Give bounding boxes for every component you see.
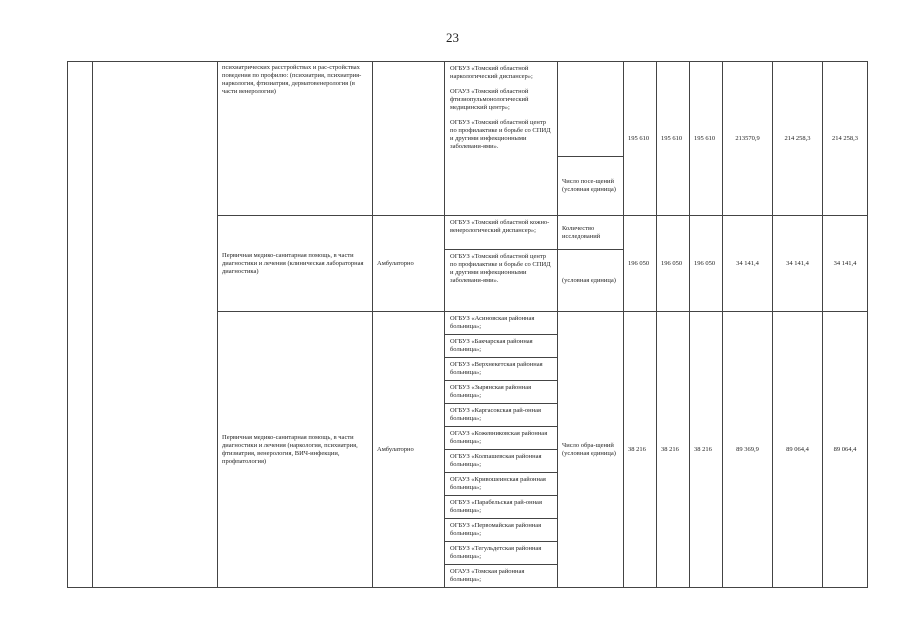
volume-year-3: 38 216 (690, 312, 723, 588)
unit-cell: Число посе-щений (условная единица) (558, 157, 624, 216)
volume-year-1: 196 050 (624, 216, 657, 312)
organization-item: ОГАУЗ «Томский областной фтизиопульмонологический медицинский центр»; (450, 88, 529, 111)
volume-year-3: 196 050 (690, 216, 723, 312)
funding-year-3: 214 258,3 (823, 62, 868, 216)
unit-cell-empty (558, 62, 624, 157)
organization-item: ОГАУЗ «Кожевниковская районная больница»; (445, 427, 558, 450)
unit-cell: (условная единица) (558, 250, 624, 312)
condition-cell: Амбулаторно (373, 312, 445, 588)
funding-year-1: 34 141,4 (723, 216, 773, 312)
organization-item: ОГБУЗ «Колпашевская районная больница»; (445, 450, 558, 473)
funding-year-2: 34 141,4 (773, 216, 823, 312)
organization-item: ОГБУЗ «Первомайская районная больница»; (445, 519, 558, 542)
organization-item: ОГБУЗ «Зырянская районная больница»; (445, 381, 558, 404)
funding-year-1: 213570,9 (723, 62, 773, 216)
funding-year-1: 89 369,9 (723, 312, 773, 588)
organization-item: ОГБУЗ «Томский областной кожно-венерологический диспансер»; (445, 216, 558, 250)
condition-cell (373, 62, 445, 216)
service-description: психиатрических расстройствах и рас-стройствах поведения по профилю: (психиатрия, психиатрия-наркология, фтизиатрия, дерматовенерология (в части венерологии) (218, 62, 373, 216)
table-row (68, 62, 868, 157)
page-number: 23 (446, 30, 459, 45)
volume-year-2: 196 050 (657, 216, 690, 312)
table-cell-section-column (93, 62, 218, 588)
value-text: 195 610 (628, 134, 650, 142)
service-description: Первичная медико-санитарная помощь, в части диагностики и лечения (клиническая лабораторная диагностика) (218, 216, 373, 312)
organization-item: ОГБУЗ «Томский областной центр по профилактике и борьбе со СПИД и другими инфекционными заболевани-ями». (450, 119, 551, 150)
organization-item: ОГАУЗ «Томская районная больница»; (445, 565, 558, 588)
table-cell-number-column (68, 62, 93, 588)
organization-item: ОГБУЗ «Асиновская районная больница»; (445, 312, 558, 335)
organization-item: ОГБУЗ «Тегульдетская районная больница»; (445, 542, 558, 565)
unit-cell: Количество исследований (558, 216, 624, 250)
funding-year-3: 34 141,4 (823, 216, 868, 312)
organization-item: ОГБУЗ «Бакчарская районная больница»; (445, 335, 558, 358)
value-text: 195 610 (694, 134, 716, 142)
funding-year-2: 89 064,4 (773, 312, 823, 588)
value-text: 195 610 (661, 134, 683, 142)
condition-cell: Амбулаторно (373, 216, 445, 312)
organization-item: ОГБУЗ «Каргасокская рай-онная больница»; (445, 404, 558, 427)
volume-year-1 (624, 62, 657, 216)
organization-item: ОГБУЗ «Верхнекетская районная больница»; (445, 358, 558, 381)
volume-year-2: 38 216 (657, 312, 690, 588)
organization-item: ОГАУЗ «Кривошеинская районная больница»; (445, 473, 558, 496)
organization-item: ОГБУЗ «Томский областной центр по профилактике и борьбе со СПИД и другими инфекционными заболевани-ями». (445, 250, 558, 312)
unit-cell: Число обра-щений (условная единица) (558, 312, 624, 588)
service-description: Первичная медико-санитарная помощь, в части диагностики и лечения (наркология, психиатрия, фтизиатрия, венерология, ВИЧ-инфекции, профпатология) (218, 312, 373, 588)
volume-year-3 (690, 62, 723, 216)
volume-year-2 (657, 62, 690, 216)
funding-year-2: 214 258,3 (773, 62, 823, 216)
organization-item: ОГБУЗ «Томский областной наркологический диспансер»; (450, 65, 533, 80)
organization-item: ОГБУЗ «Парабельская рай-онная больница»; (445, 496, 558, 519)
volume-year-1: 38 216 (624, 312, 657, 588)
medical-services-table (67, 61, 868, 588)
funding-year-3: 89 064,4 (823, 312, 868, 588)
organization-list (445, 62, 558, 216)
